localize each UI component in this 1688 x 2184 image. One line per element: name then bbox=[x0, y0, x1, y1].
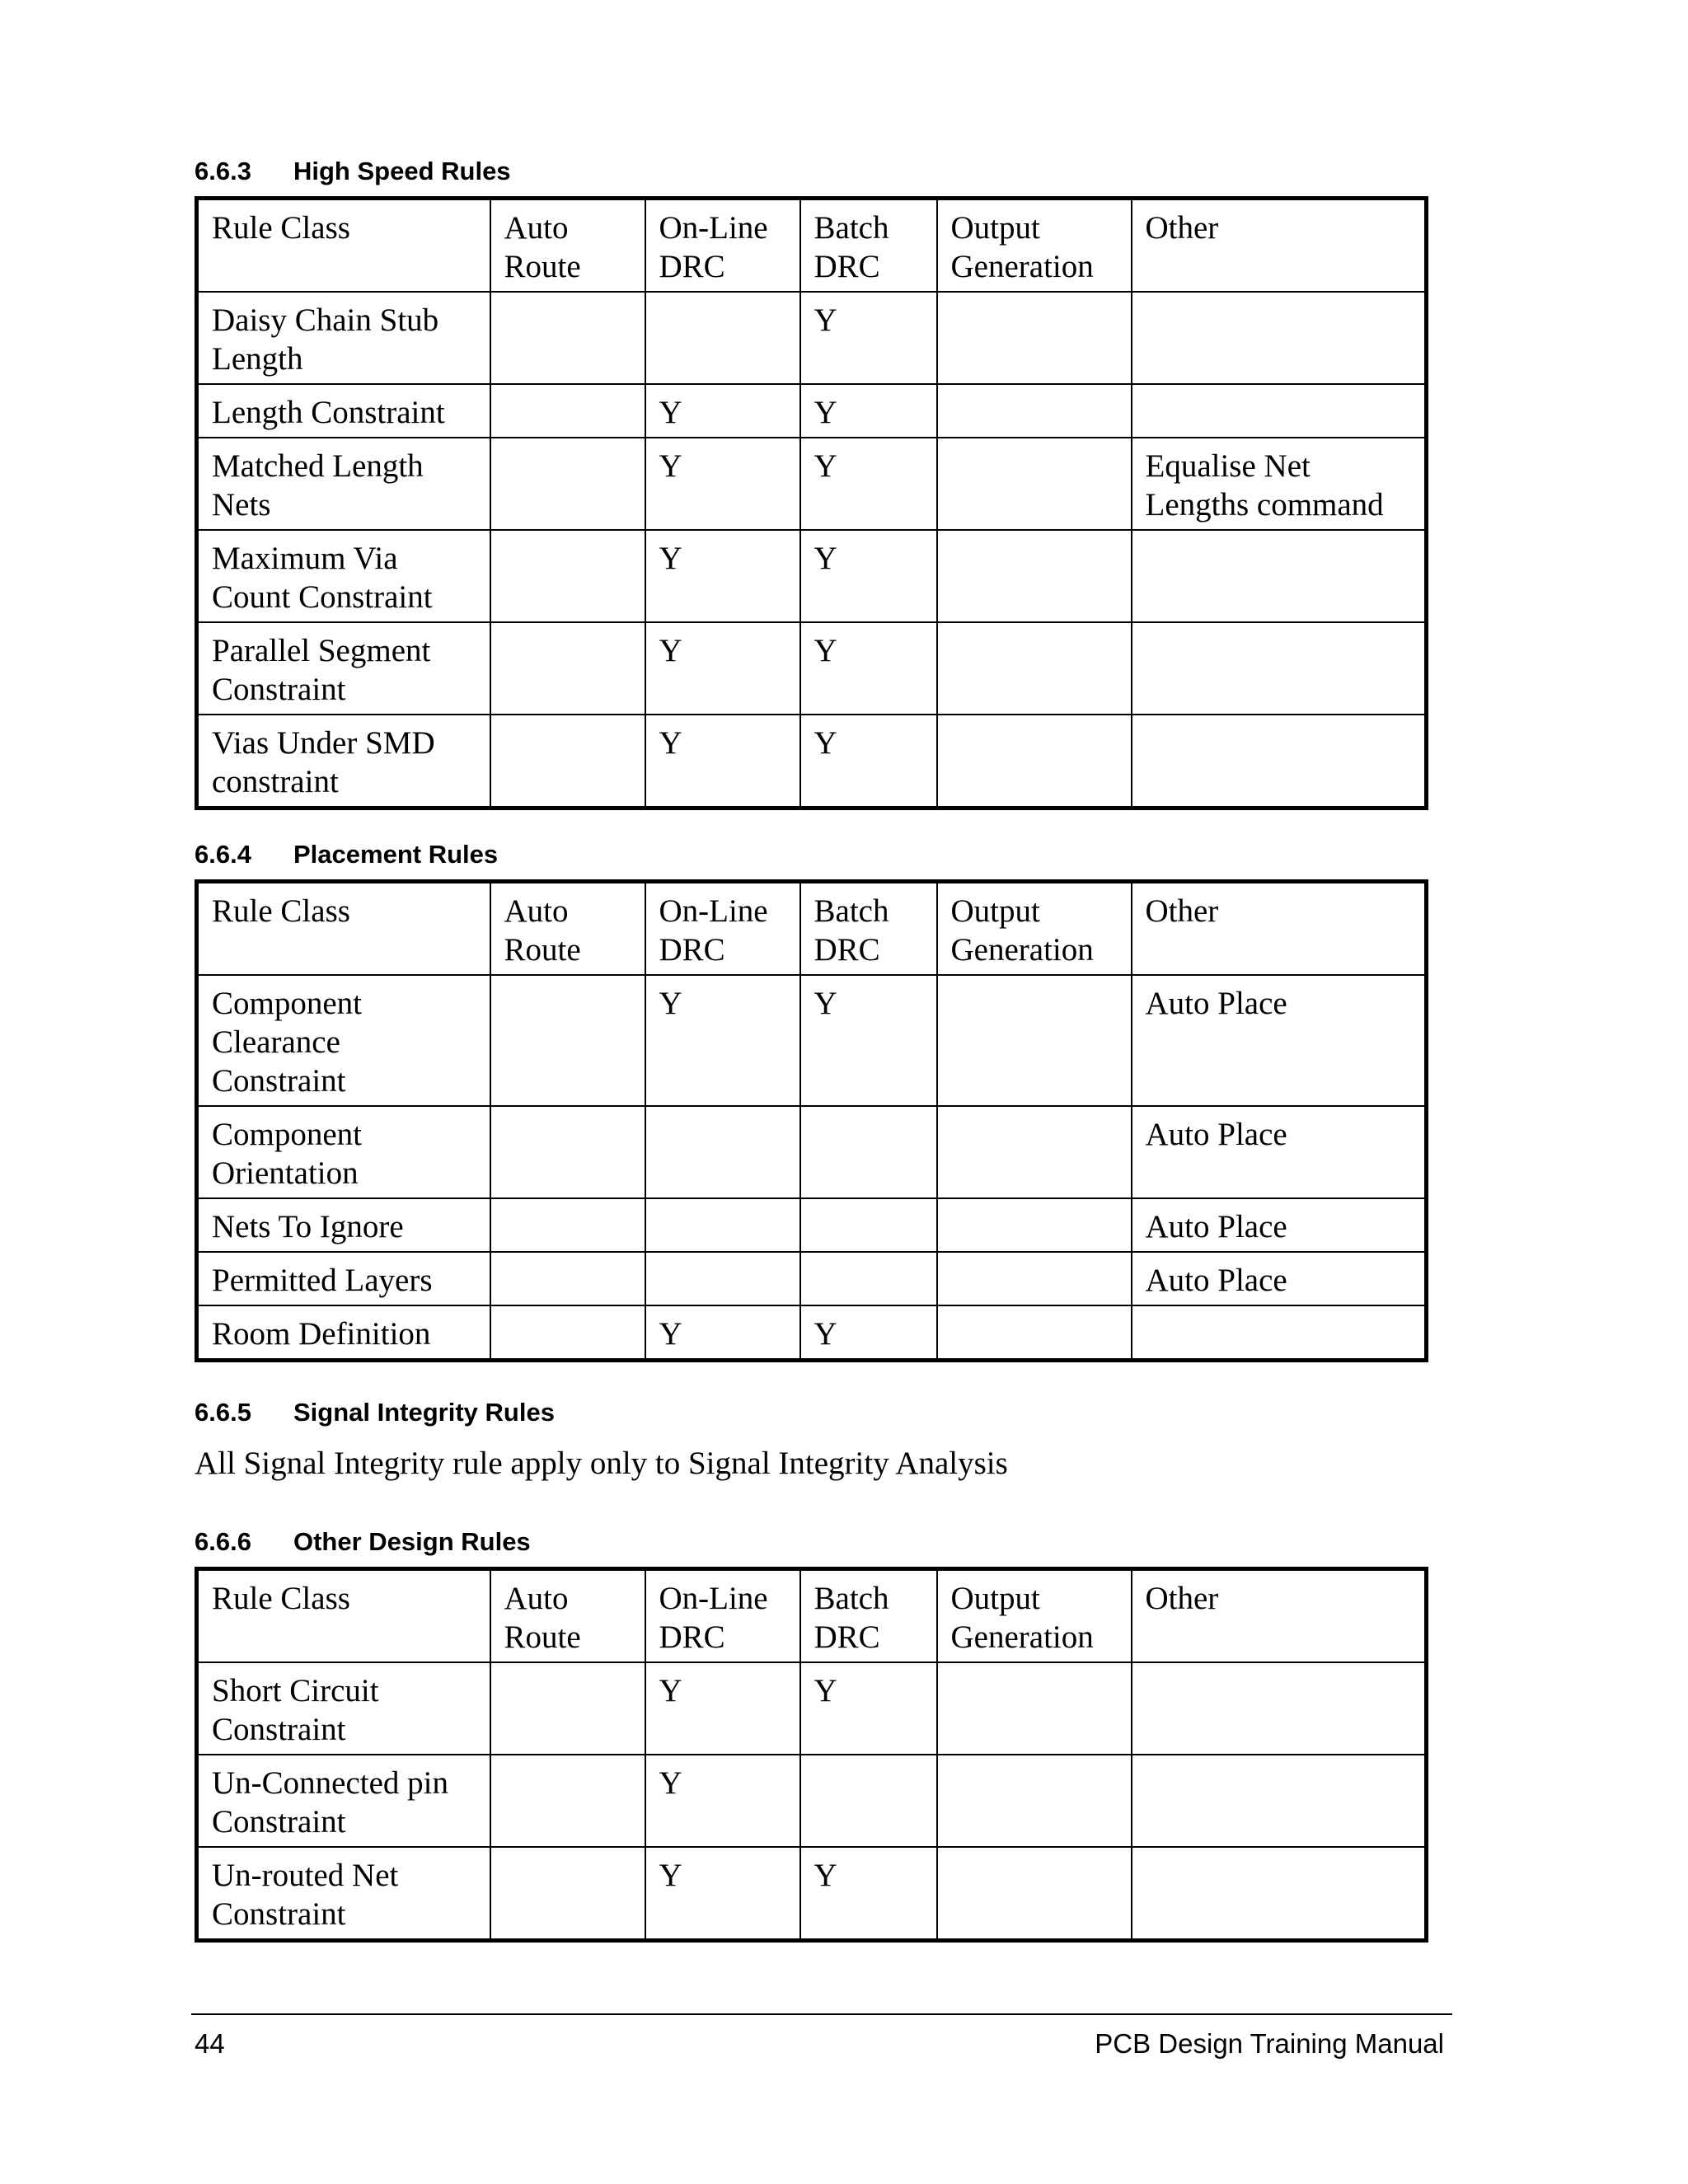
table-cell: Y bbox=[645, 715, 800, 808]
table-cell bbox=[1132, 1662, 1427, 1755]
table-row bbox=[197, 1755, 1427, 1847]
table-cell: Y bbox=[645, 1662, 800, 1755]
table-cell: Daisy Chain Stub Length bbox=[197, 292, 490, 384]
table-cell bbox=[937, 292, 1132, 384]
table-cell: Y bbox=[645, 1847, 800, 1941]
column-header: Rule Class bbox=[197, 882, 490, 976]
table-cell: Auto Place bbox=[1132, 975, 1427, 1106]
table-cell: Y bbox=[800, 438, 937, 530]
table-cell: Vias Under SMD constraint bbox=[197, 715, 490, 808]
column-header: On-Line DRC bbox=[645, 1569, 800, 1663]
section-title: Other Design Rules bbox=[293, 1527, 531, 1556]
other-design-rules-table bbox=[195, 1567, 1428, 1943]
column-header: On-Line DRC bbox=[645, 199, 800, 293]
table-cell: Y bbox=[800, 975, 937, 1106]
table-cell bbox=[1132, 384, 1427, 438]
table-cell bbox=[490, 1106, 645, 1198]
table-cell bbox=[800, 1252, 937, 1305]
table-row bbox=[197, 1106, 1427, 1198]
table-cell bbox=[490, 1755, 645, 1847]
table-header-row bbox=[197, 199, 1427, 293]
table-cell: Y bbox=[800, 1662, 937, 1755]
column-header: Auto Route bbox=[490, 199, 645, 293]
table-cell: Y bbox=[800, 530, 937, 622]
column-header: Rule Class bbox=[197, 199, 490, 293]
table-cell bbox=[937, 1662, 1132, 1755]
column-header: Output Generation bbox=[937, 882, 1132, 976]
column-header: Auto Route bbox=[490, 1569, 645, 1663]
table-row bbox=[197, 438, 1427, 530]
document-title: PCB Design Training Manual bbox=[1095, 2028, 1444, 2059]
column-header: Other bbox=[1132, 882, 1427, 976]
table-cell bbox=[490, 384, 645, 438]
section-number: 6.6.4 bbox=[195, 840, 251, 869]
section-heading-signal-integrity bbox=[195, 1399, 555, 1425]
table-cell bbox=[490, 975, 645, 1106]
table-row bbox=[197, 715, 1427, 808]
table-row bbox=[197, 975, 1427, 1106]
section-number: 6.6.5 bbox=[195, 1398, 251, 1427]
table-cell bbox=[937, 975, 1132, 1106]
table-cell bbox=[800, 1198, 937, 1252]
table-cell: Component Clearance Constraint bbox=[197, 975, 490, 1106]
table-cell: Maximum Via Count Constraint bbox=[197, 530, 490, 622]
high-speed-rules-table bbox=[195, 196, 1428, 810]
column-header: Output Generation bbox=[937, 199, 1132, 293]
table-cell bbox=[490, 1198, 645, 1252]
section-heading-other-design bbox=[195, 1529, 531, 1554]
table-row bbox=[197, 622, 1427, 715]
table-cell bbox=[490, 1305, 645, 1361]
table-cell: Y bbox=[800, 384, 937, 438]
section-heading-high-speed bbox=[195, 158, 511, 184]
section-number: 6.6.6 bbox=[195, 1527, 251, 1556]
table-cell bbox=[490, 715, 645, 808]
column-header: Other bbox=[1132, 199, 1427, 293]
placement-rules-table bbox=[195, 879, 1428, 1362]
table-cell bbox=[1132, 530, 1427, 622]
table-row bbox=[197, 384, 1427, 438]
signal-integrity-paragraph: All Signal Integrity rule apply only to Signal Integrity Analysis bbox=[195, 1446, 1008, 1481]
table-cell bbox=[937, 715, 1132, 808]
table-cell: Matched Length Nets bbox=[197, 438, 490, 530]
footer-divider bbox=[191, 2013, 1452, 2015]
table-cell bbox=[490, 1847, 645, 1941]
table-cell bbox=[800, 1106, 937, 1198]
table-cell bbox=[937, 438, 1132, 530]
table-cell bbox=[490, 292, 645, 384]
table-cell bbox=[937, 1847, 1132, 1941]
table-cell: Un-Connected pin Constraint bbox=[197, 1755, 490, 1847]
table-cell: Y bbox=[800, 622, 937, 715]
column-header: Output Generation bbox=[937, 1569, 1132, 1663]
table-row bbox=[197, 530, 1427, 622]
table-cell bbox=[490, 622, 645, 715]
table-cell: Y bbox=[645, 438, 800, 530]
table-cell: Permitted Layers bbox=[197, 1252, 490, 1305]
table-cell bbox=[937, 1305, 1132, 1361]
table-row bbox=[197, 292, 1427, 384]
table-cell: Y bbox=[645, 384, 800, 438]
table-cell bbox=[937, 1252, 1132, 1305]
table-row bbox=[197, 1847, 1427, 1941]
table-cell: Y bbox=[645, 975, 800, 1106]
table-cell: Y bbox=[800, 1847, 937, 1941]
column-header: Batch DRC bbox=[800, 1569, 937, 1663]
section-title: High Speed Rules bbox=[293, 157, 511, 185]
table-cell bbox=[1132, 1755, 1427, 1847]
table-cell: Y bbox=[800, 715, 937, 808]
table-header-row bbox=[197, 882, 1427, 976]
table-header-row bbox=[197, 1569, 1427, 1663]
table-cell bbox=[1132, 292, 1427, 384]
table-cell: Auto Place bbox=[1132, 1198, 1427, 1252]
table-cell bbox=[937, 384, 1132, 438]
table-cell bbox=[490, 438, 645, 530]
table-cell bbox=[937, 530, 1132, 622]
column-header: Batch DRC bbox=[800, 199, 937, 293]
table-cell bbox=[1132, 715, 1427, 808]
table-cell bbox=[937, 1106, 1132, 1198]
table-cell bbox=[1132, 1305, 1427, 1361]
table-cell bbox=[490, 530, 645, 622]
table-cell: Nets To Ignore bbox=[197, 1198, 490, 1252]
column-header: Other bbox=[1132, 1569, 1427, 1663]
table-cell bbox=[645, 1106, 800, 1198]
table-row bbox=[197, 1662, 1427, 1755]
column-header: Batch DRC bbox=[800, 882, 937, 976]
table-cell bbox=[490, 1662, 645, 1755]
table-row bbox=[197, 1305, 1427, 1361]
table-cell: Equalise Net Lengths command bbox=[1132, 438, 1427, 530]
table-row bbox=[197, 1252, 1427, 1305]
table-cell: Length Constraint bbox=[197, 384, 490, 438]
page-number: 44 bbox=[195, 2028, 225, 2059]
table-cell: Y bbox=[645, 530, 800, 622]
table-cell: Auto Place bbox=[1132, 1252, 1427, 1305]
table-row bbox=[197, 1198, 1427, 1252]
table-cell bbox=[800, 1755, 937, 1847]
table-cell: Y bbox=[645, 622, 800, 715]
table-cell: Short Circuit Constraint bbox=[197, 1662, 490, 1755]
table-cell: Y bbox=[645, 1305, 800, 1361]
column-header: On-Line DRC bbox=[645, 882, 800, 976]
table-cell: Un-routed Net Constraint bbox=[197, 1847, 490, 1941]
table-cell: Component Orientation bbox=[197, 1106, 490, 1198]
table-cell: Parallel Segment Constraint bbox=[197, 622, 490, 715]
table-cell: Auto Place bbox=[1132, 1106, 1427, 1198]
column-header: Rule Class bbox=[197, 1569, 490, 1663]
table-cell bbox=[1132, 1847, 1427, 1941]
table-cell: Y bbox=[645, 1755, 800, 1847]
table-cell: Y bbox=[800, 292, 937, 384]
table-cell: Room Definition bbox=[197, 1305, 490, 1361]
table-cell bbox=[937, 1755, 1132, 1847]
section-title: Placement Rules bbox=[293, 840, 499, 869]
section-heading-placement bbox=[195, 841, 498, 867]
table-cell bbox=[490, 1252, 645, 1305]
table-cell bbox=[645, 292, 800, 384]
column-header: Auto Route bbox=[490, 882, 645, 976]
table-cell bbox=[937, 622, 1132, 715]
table-cell: Y bbox=[800, 1305, 937, 1361]
table-cell bbox=[645, 1198, 800, 1252]
table-cell bbox=[645, 1252, 800, 1305]
section-number: 6.6.3 bbox=[195, 157, 251, 185]
table-cell bbox=[937, 1198, 1132, 1252]
table-cell bbox=[1132, 622, 1427, 715]
section-title: Signal Integrity Rules bbox=[293, 1398, 555, 1427]
